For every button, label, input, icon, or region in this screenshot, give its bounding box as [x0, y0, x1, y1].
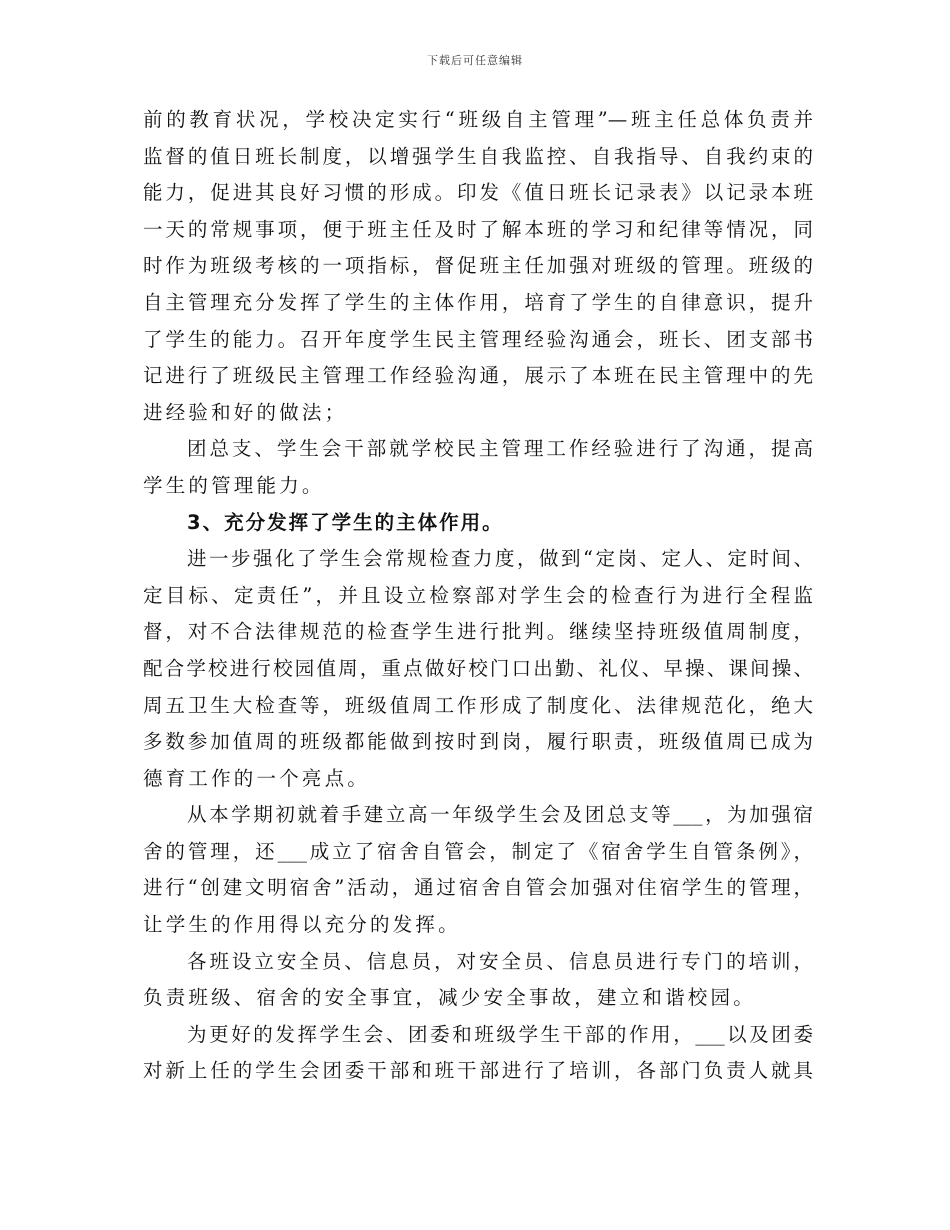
text-line: 自主管理充分发挥了学生的主体作用，培育了学生的自律意识，提升 [143, 290, 813, 314]
text-line: 舍的管理，还___成立了宿舍自管会，制定了《宿舍学生自管条例》， [143, 839, 813, 863]
text-line: 对新上任的学生会团委干部和班干部进行了培训，各部门负责人就具 [143, 1059, 813, 1083]
text-line: 进一步强化了学生会常规检查力度，做到“定岗、定人、定时间、 [187, 547, 813, 571]
text-line: 前的教育状况，学校决定实行“班级自主管理”—班主任总体负责并 [143, 108, 813, 131]
text-line: 负责班级、宿舍的安全事宜，减少安全事故，建立和谐校园。 [143, 986, 756, 1010]
section-heading: 3、充分发挥了学生的主体作用。 [187, 510, 504, 534]
text-line: 周五卫生大检查等，班级值周工作形成了制度化、法律规范化，绝大 [143, 693, 813, 717]
text-line: 记进行了班级民主管理工作经验沟通，展示了本班在民主管理中的先 [143, 364, 813, 388]
text-line: 时作为班级考核的一项指标，督促班主任加强对班级的管理。班级的 [143, 254, 813, 278]
text-line: 督，对不合法律规范的检查学生进行批判。继续坚持班级值周制度， [143, 620, 813, 644]
text-line: 多数参加值周的班级都能做到按时到岗，履行职责，班级值周已成为 [143, 730, 813, 754]
text-line: 学生的管理能力。 [143, 473, 325, 497]
text-line: 从本学期初就着手建立高一年级学生会及团总支等___，为加强宿 [187, 803, 813, 827]
text-line: 进行“创建文明宿舍”活动，通过宿舍自管会加强对住宿学生的管理， [143, 876, 813, 900]
text-line: 监督的值日班长制度，以增强学生自我监控、自我指导、自我约束的 [143, 144, 813, 168]
text-line: 团总支、学生会干部就学校民主管理工作经验进行了沟通，提高 [187, 437, 813, 461]
text-line: 了学生的能力。召开年度学生民主管理经验沟通会，班长、团支部书 [143, 327, 813, 351]
text-line: 为更好的发挥学生会、团委和班级学生干部的作用，___以及团委 [187, 1022, 813, 1046]
text-line: 配合学校进行校园值周，重点做好校门口出勤、礼仪、早操、课间操、 [143, 656, 813, 680]
page-header-note: 下载后可任意编辑 [427, 54, 523, 67]
text-line: 德育工作的一个亮点。 [143, 766, 371, 790]
document-body [143, 102, 813, 1090]
text-line: 定目标、定责任”，并且设立检察部对学生会的检查行为进行全程监 [143, 583, 813, 607]
text-line: 一天的常规事项，便于班主任及时了解本班的学习和纪律等情况，同 [143, 217, 813, 241]
text-line: 能力，促进其良好习惯的形成。印发《值日班长记录表》以记录本班 [143, 181, 813, 205]
text-line: 各班设立安全员、信息员，对安全员、信息员进行专门的培训， [187, 949, 813, 973]
text-line: 进经验和好的做法； [143, 400, 348, 424]
text-line: 让学生的作用得以充分的发挥。 [143, 913, 461, 937]
